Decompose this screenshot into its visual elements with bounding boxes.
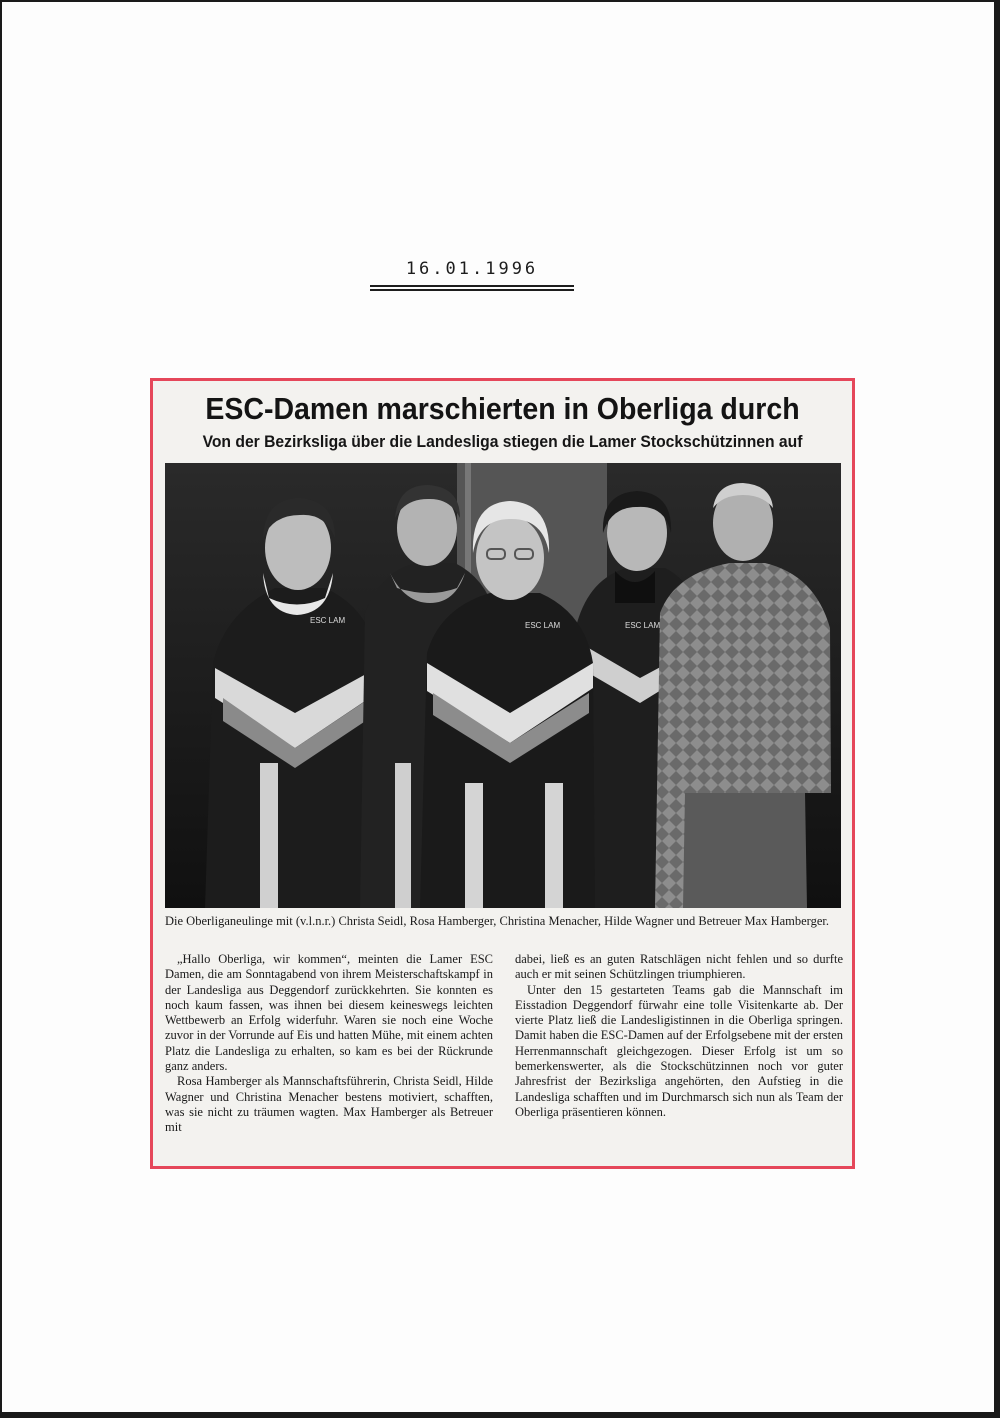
article-body	[165, 952, 843, 1136]
team-photo-drawing	[165, 463, 841, 908]
article-subheadline: Von der Bezirksliga über die Landesliga stiegen die Lamer Stockschützinnen auf	[202, 433, 803, 451]
jacket-label-4: ESC LAM	[625, 621, 661, 630]
paragraph: Unter den 15 gestarteten Teams gab die Mannschaft im Eisstadion Deggendorf fürwahr eine tolle Visitenkarte ab. Der vierte Platz ließ die Landesligistinnen in die Oberliga springen. Damit haben die ESC-Damen auf der Erfolgsebene mit der ersten Herrenmannschaft gleichgezogen. Dieser Erfolg ist um so bemerkenswerter, als die Stockschützinnen noch vor guter Jahresfrist der Bezirksliga angehörten, den Aufstieg in die Landesliga schafften und im Durchmarsch sich nun als Team der Oberliga präsentieren können.	[515, 982, 844, 1119]
team-photo	[165, 463, 841, 908]
article-column-2	[515, 952, 843, 1136]
jacket-label: ESC LAM	[310, 616, 346, 625]
article-headline: ESC-Damen marschierten in Oberliga durch	[205, 391, 800, 426]
newspaper-clipping	[150, 378, 855, 1169]
photo-caption: Die Oberliganeulinge mit (v.l.n.r.) Christa Seidl, Rosa Hamberger, Christina Menacher, Hilde Wagner und Betreuer Max Hamberger.	[165, 914, 830, 928]
paragraph: dabei, ließ es an guten Ratschlägen nicht fehlen und so durfte auch er mit seinen Schützlingen triumphieren.	[515, 952, 843, 982]
date-underline	[370, 285, 574, 291]
article-column-1	[165, 952, 493, 1136]
paragraph: Rosa Hamberger als Mannschaftsführerin, Christa Seidl, Hilde Wagner und Christina Menacher bestens motiviert, schafften, was sie nicht zu träumen wagten. Max Hamberger als Betreuer mit	[165, 1074, 493, 1135]
date-stamp: 16.01.1996	[405, 259, 539, 279]
jacket-label-3: ESC LAM	[525, 621, 561, 630]
paragraph: „Hallo Oberliga, wir kommen“, meinten die Lamer ESC Damen, die am Sonntagabend von ihrem Meisterschaftskampf in der Landesliga aus Deggendorf zurückkehrten. Sie konnten es noch kaum fassen, was ihnen bei diesem keineswegs leichten Wettbewerb an Erfolg widerfuhr. Waren sie noch eine Woche zuvor in der Vorrunde auf Eis und hatten Mühe, mit einem achten Platz die Landesliga zu erhalten, so kam es bei der Rückrunde ganz anders.	[165, 952, 493, 1074]
